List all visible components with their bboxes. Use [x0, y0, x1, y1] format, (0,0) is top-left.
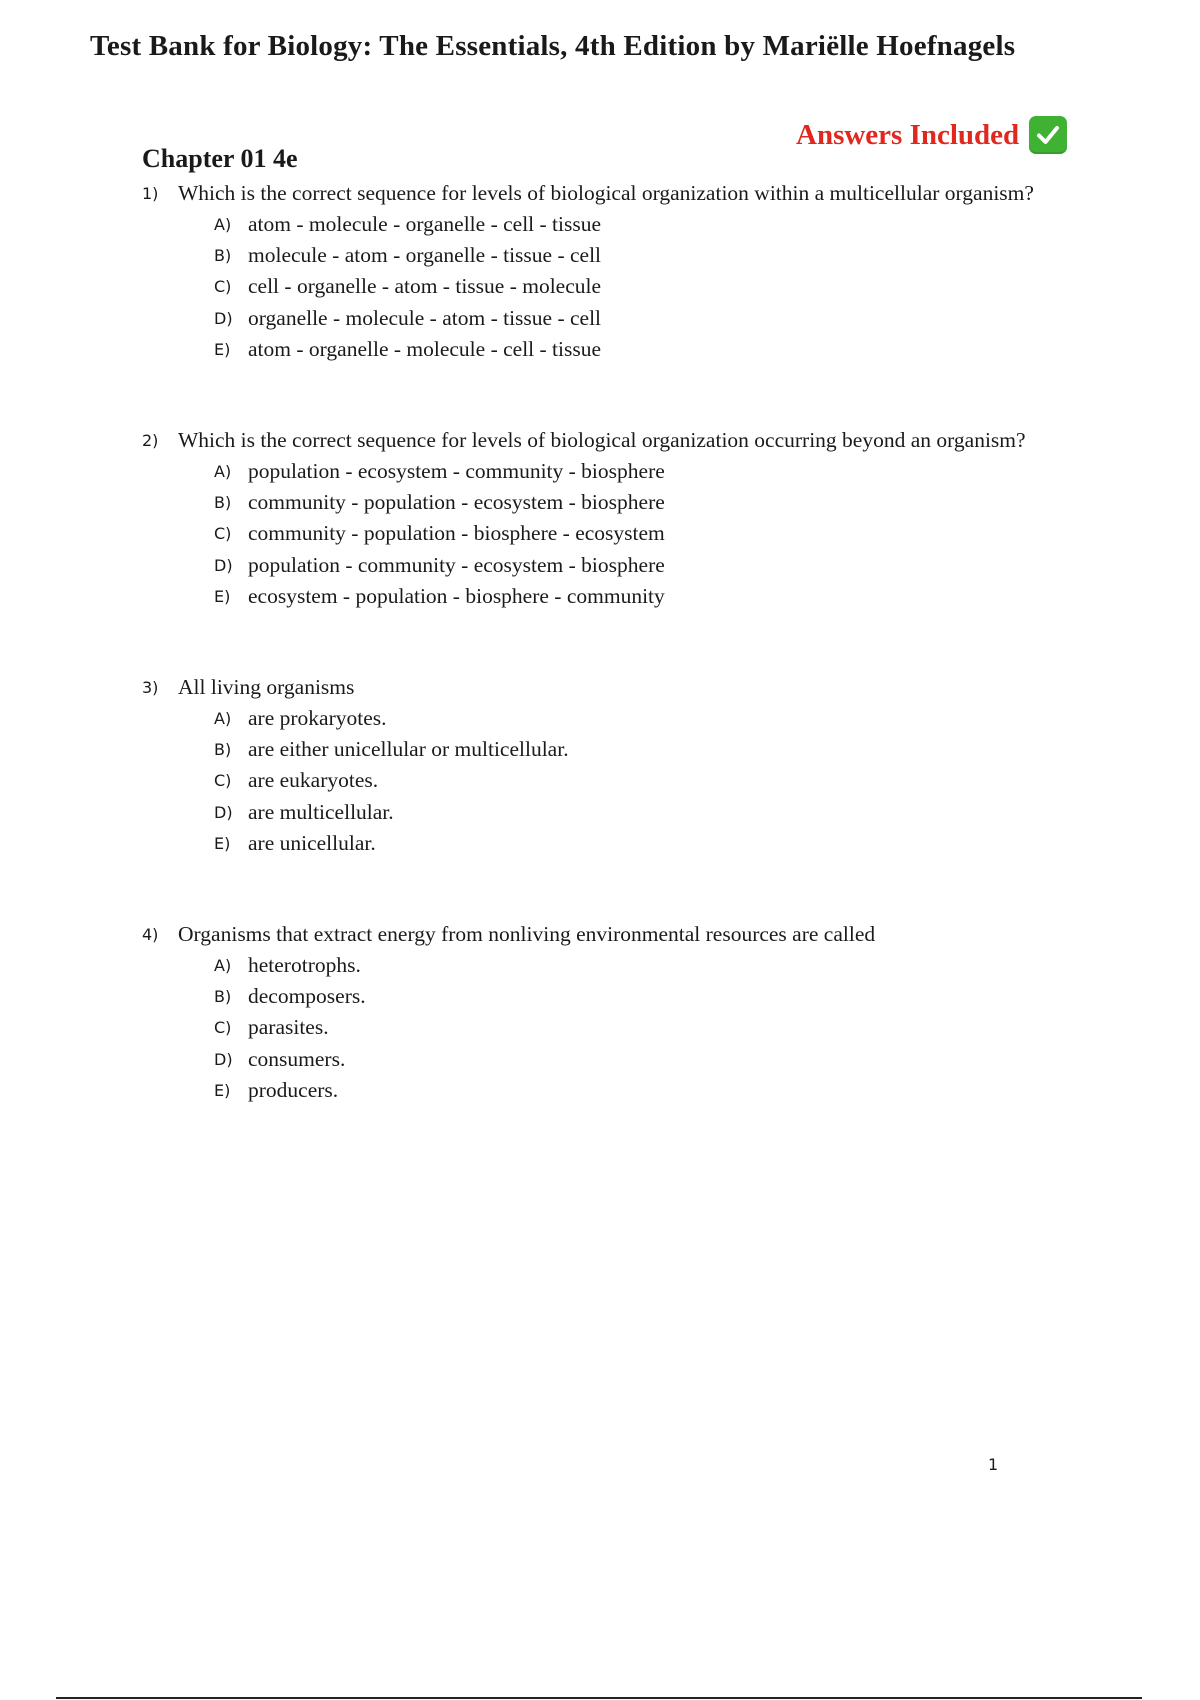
option-text: ecosystem - population - biosphere - community: [248, 583, 665, 608]
option-text: organelle - molecule - atom - tissue - cell: [248, 305, 602, 330]
option-letter: C): [214, 524, 232, 544]
question-text: All living organisms: [178, 675, 355, 700]
option-text: are eukaryotes.: [248, 768, 379, 793]
option-letter: B): [214, 246, 232, 266]
answer-option: [214, 703, 1042, 734]
option-letter: E): [214, 339, 231, 359]
answer-option: [214, 240, 1042, 271]
option-letter: E): [214, 833, 231, 853]
question-text: Which is the correct sequence for levels of biological organization within a multicellular organism?: [178, 181, 1034, 205]
option-letter: A): [214, 462, 232, 482]
answer-option: [214, 1075, 1042, 1106]
option-letter: E): [214, 1080, 231, 1100]
option-text: producers.: [248, 1077, 339, 1102]
answer-option: [214, 981, 1042, 1012]
option-letter: E): [214, 586, 231, 606]
question-number: 1): [142, 184, 159, 203]
option-text: consumers.: [248, 1046, 346, 1071]
answer-option: [214, 456, 1042, 487]
answer-option: [214, 209, 1042, 240]
answer-option: [214, 765, 1042, 796]
answer-option: [214, 518, 1042, 549]
option-text: cell - organelle - atom - tissue - molecule: [248, 274, 602, 299]
answer-option: [214, 303, 1042, 334]
option-letter: C): [214, 771, 232, 791]
option-letter: B): [214, 987, 232, 1007]
option-text: are either unicellular or multicellular.: [248, 737, 569, 762]
answer-options: [214, 456, 1042, 612]
option-letter: C): [214, 277, 232, 297]
check-mark-icon: [1029, 116, 1067, 154]
option-text: atom - molecule - organelle - cell - tissue: [248, 212, 602, 236]
answer-option: [214, 487, 1042, 518]
answer-options: [214, 209, 1042, 365]
option-letter: B): [214, 740, 232, 760]
option-letter: D): [214, 308, 233, 328]
answer-option: [214, 550, 1042, 581]
document-title: Test Bank for Biology: The Essentials, 4th Edition by Mariëlle Hoefnagels: [90, 30, 1016, 62]
question-number: 2): [142, 431, 159, 451]
option-letter: A): [214, 709, 232, 729]
answer-option: [214, 271, 1042, 302]
answer-option: [214, 334, 1042, 365]
chapter-heading: Chapter 01 4e: [142, 144, 298, 173]
option-text: population - ecosystem - community - biosphere: [248, 459, 665, 484]
answer-option: [214, 1044, 1042, 1075]
question-text: Organisms that extract energy from nonliving environmental resources are called: [178, 922, 876, 947]
option-letter: C): [214, 1018, 232, 1038]
question-list: [142, 178, 1042, 1106]
question-2: [142, 425, 1042, 612]
option-text: parasites.: [248, 1015, 329, 1040]
option-text: community - population - ecosystem - biosphere: [248, 490, 665, 515]
option-text: are unicellular.: [248, 830, 376, 855]
option-text: are multicellular.: [248, 799, 394, 824]
answer-option: [214, 1012, 1042, 1043]
option-letter: D): [214, 802, 233, 822]
answer-options: [214, 950, 1042, 1106]
page-bottom-divider: [56, 1697, 1142, 1699]
answers-included-badge: [796, 116, 1067, 154]
option-text: community - population - biosphere - ecosystem: [248, 521, 665, 546]
answer-option: [214, 950, 1042, 981]
answer-option: [214, 828, 1042, 859]
option-text: population - community - ecosystem - biosphere: [248, 552, 665, 577]
page-number: 1: [988, 1455, 999, 1474]
option-text: molecule - atom - organelle - tissue - cell: [248, 243, 602, 268]
option-text: decomposers.: [248, 984, 366, 1009]
question-1: [142, 178, 1042, 365]
option-letter: D): [214, 1049, 233, 1069]
answer-option: [214, 797, 1042, 828]
answer-option: [214, 581, 1042, 612]
option-letter: B): [214, 493, 232, 513]
question-4: [142, 919, 1042, 1106]
option-text: heterotrophs.: [248, 953, 361, 978]
option-letter: D): [214, 555, 233, 575]
answer-options: [214, 703, 1042, 859]
answer-option: [214, 734, 1042, 765]
option-text: atom - organelle - molecule - cell - tissue: [248, 336, 602, 361]
option-letter: A): [214, 956, 232, 976]
option-letter: A): [214, 215, 232, 234]
question-text: Which is the correct sequence for levels of biological organization occurring beyond an organism?: [178, 428, 1026, 453]
answers-included-label: Answers Included: [796, 118, 1020, 151]
question-number: 3): [142, 678, 159, 698]
question-3: [142, 672, 1042, 859]
question-number: 4): [142, 925, 159, 945]
option-text: are prokaryotes.: [248, 706, 387, 731]
